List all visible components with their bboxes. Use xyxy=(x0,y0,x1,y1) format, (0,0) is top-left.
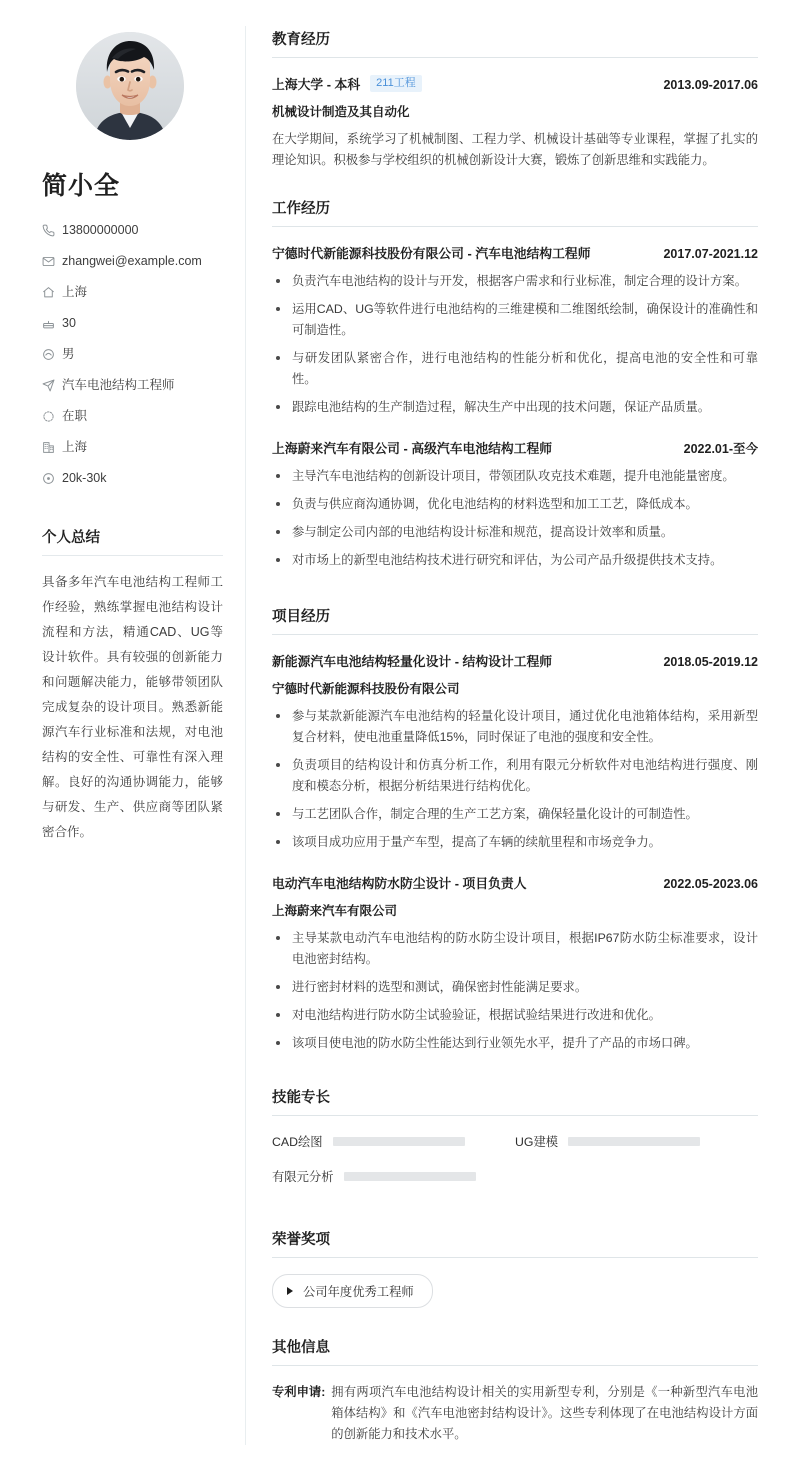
phone-icon xyxy=(42,222,62,238)
contact-list xyxy=(42,222,223,486)
work-entry xyxy=(272,243,758,418)
section-title-other-info: 其他信息 xyxy=(272,1336,758,1366)
list-item: 与工艺团队合作，制定合理的生产工艺方案，确保轻量化设计的可制造性。 xyxy=(272,804,758,825)
education-entry xyxy=(272,74,758,171)
other-info-label: 专利申请: xyxy=(272,1385,326,1399)
building-icon xyxy=(42,439,62,455)
personal-summary-text: 具备多年汽车电池结构工程师工作经验，熟练掌握电池结构设计流程和方法，精通CAD、UG等设计软件。具有较强的创新能力和问题解决能力，能够带领团队完成复杂的设计项目。熟悉新能源汽车行业标准和法规，对电池结构的安全性、可靠性有深入理解。良好的沟通协调能力，能够与研发、生产、供应商等团队紧密合作。 xyxy=(42,575,223,839)
honor-label: 公司年度优秀工程师 xyxy=(303,1285,414,1299)
refresh-icon xyxy=(42,408,62,424)
work-entry-head xyxy=(272,438,758,457)
list-item: 该项目使电池的防水防尘性能达到行业领先水平，提升了产品的市场口碑。 xyxy=(272,1033,758,1054)
list-item: 进行密封材料的选型和测试，确保密封性能满足要求。 xyxy=(272,977,758,998)
skills-grid xyxy=(272,1132,758,1202)
skill-label: 有限元分析 xyxy=(272,1170,334,1184)
project-bullets xyxy=(272,706,758,853)
status-badge: 211工程 xyxy=(370,75,422,92)
work-date: 2017.07-2021.12 xyxy=(663,247,758,261)
list-item: 与研发团队紧密合作，进行电池结构的性能分析和优化，提高电池的安全性和可靠性。 xyxy=(272,348,758,390)
contact-position xyxy=(42,377,223,393)
project-entry-head xyxy=(272,873,758,892)
avatar xyxy=(76,32,184,140)
list-item: 跟踪电池结构的生产制造过程，解决生产中出现的技术问题，保证产品质量。 xyxy=(272,397,758,418)
honor-list xyxy=(272,1274,758,1308)
sidebar xyxy=(36,26,246,1445)
project-bullets xyxy=(272,928,758,1054)
project-name-role: 电动汽车电池结构防水防尘设计 - 项目负责人 xyxy=(272,876,527,891)
project-entry xyxy=(272,873,758,1054)
portrait-photo-icon xyxy=(76,32,184,140)
work-company-title: 宁德时代新能源科技股份有限公司 - 汽车电池结构工程师 xyxy=(272,246,591,261)
list-item: 主导汽车电池结构的创新设计项目，带领团队攻克技术难题，提升电池能量密度。 xyxy=(272,466,758,487)
cake-icon xyxy=(42,315,62,331)
section-title-projects: 项目经历 xyxy=(272,605,758,635)
coin-icon xyxy=(42,470,62,486)
main-content xyxy=(246,26,758,1445)
section-title-education: 教育经历 xyxy=(272,28,758,58)
list-item: 运用CAD、UG等软件进行电池结构的三维建模和二维图纸绘制，确保设计的准确性和可制造性。 xyxy=(272,299,758,341)
contact-work-city-value: 上海 xyxy=(62,440,88,454)
list-item: 负责汽车电池结构的设计与开发，根据客户需求和行业标准，制定合理的设计方案。 xyxy=(272,271,758,292)
project-company: 宁德时代新能源科技股份有限公司 xyxy=(272,682,460,696)
list-item: 主导某款电动汽车电池结构的防水防尘设计项目，根据IP67防水防尘标准要求，设计电池密封结构。 xyxy=(272,928,758,970)
skill-item xyxy=(272,1167,515,1185)
skill-label: UG建模 xyxy=(515,1135,559,1149)
project-date: 2022.05-2023.06 xyxy=(663,877,758,891)
list-item: 参与制定公司内部的电池结构设计标准和规范，提高设计效率和质量。 xyxy=(272,522,758,543)
contact-location-value: 上海 xyxy=(62,285,88,299)
contact-age-value: 30 xyxy=(62,316,76,330)
work-bullets xyxy=(272,466,758,571)
contact-email-value: zhangwei@example.com xyxy=(62,254,202,268)
contact-gender xyxy=(42,346,223,362)
contact-job-status-value: 在职 xyxy=(62,409,88,423)
skill-progress-track xyxy=(333,1137,465,1146)
section-education xyxy=(272,28,758,171)
work-bullets xyxy=(272,271,758,418)
contact-location xyxy=(42,284,223,300)
work-entry xyxy=(272,438,758,571)
contact-salary-value: 20k-30k xyxy=(62,471,107,485)
contact-email xyxy=(42,253,223,269)
honor-item[interactable] xyxy=(272,1274,433,1308)
contact-gender-value: 男 xyxy=(62,347,75,361)
contact-job-status xyxy=(42,408,223,424)
avatar-wrapper xyxy=(36,32,223,140)
contact-salary xyxy=(42,470,223,486)
project-date: 2018.05-2019.12 xyxy=(663,655,758,669)
contact-phone-value: 13800000000 xyxy=(62,223,139,237)
page-title: 简小全 xyxy=(42,172,121,200)
section-title-skills: 技能专长 xyxy=(272,1086,758,1116)
contact-age xyxy=(42,315,223,331)
personal-summary-title: 个人总结 xyxy=(42,526,223,556)
section-work xyxy=(272,197,758,571)
personal-summary-section xyxy=(42,526,223,845)
other-info-row xyxy=(272,1382,758,1445)
work-entry-head xyxy=(272,243,758,262)
gender-icon xyxy=(42,346,62,362)
work-date: 2022.01-至今 xyxy=(683,442,758,456)
skill-progress-track xyxy=(344,1172,476,1181)
envelope-icon xyxy=(42,253,62,269)
project-name-role: 新能源汽车电池结构轻量化设计 - 结构设计工程师 xyxy=(272,654,553,669)
section-skills xyxy=(272,1086,758,1202)
list-item: 参与某款新能源汽车电池结构的轻量化设计项目，通过优化电池箱体结构，采用新型复合材料，使电池重量降低15%，同时保证了电池的强度和安全性。 xyxy=(272,706,758,748)
list-item: 负责与供应商沟通协调，优化电池结构的材料选型和加工工艺，降低成本。 xyxy=(272,494,758,515)
home-icon xyxy=(42,284,62,300)
section-honors xyxy=(272,1228,758,1308)
work-company-title: 上海蔚来汽车有限公司 - 高级汽车电池结构工程师 xyxy=(272,441,553,456)
education-school-line xyxy=(272,74,422,93)
education-description: 在大学期间，系统学习了机械制图、工程力学、机械设计基础等专业课程，掌握了扎实的理论知识。积极参与学校组织的机械创新设计大赛，锻炼了创新思维和实践能力。 xyxy=(272,132,758,167)
play-triangle-icon xyxy=(287,1287,293,1295)
section-title-honors: 荣誉奖项 xyxy=(272,1228,758,1258)
list-item: 该项目成功应用于量产车型，提高了车辆的续航里程和市场竞争力。 xyxy=(272,832,758,853)
contact-phone xyxy=(42,222,223,238)
section-title-work: 工作经历 xyxy=(272,197,758,227)
project-company: 上海蔚来汽车有限公司 xyxy=(272,904,398,918)
list-item: 对市场上的新型电池结构技术进行研究和评估，为公司产品升级提供技术支持。 xyxy=(272,550,758,571)
paper-plane-icon xyxy=(42,377,62,393)
other-info-value: 拥有两项汽车电池结构设计相关的实用新型专利，分别是《一种新型汽车电池箱体结构》和《汽车电池密封结构设计》。这些专利体现了在电池结构设计方面的创新能力和技术水平。 xyxy=(331,1385,758,1441)
project-entry xyxy=(272,651,758,853)
project-entry-head xyxy=(272,651,758,670)
section-projects xyxy=(272,605,758,1054)
list-item: 负责项目的结构设计和仿真分析工作，利用有限元分析软件对电池结构进行强度、刚度和模态分析，根据分析结果进行结构优化。 xyxy=(272,755,758,797)
contact-work-city xyxy=(42,439,223,455)
list-item: 对电池结构进行防水防尘试验验证，根据试验结果进行改进和优化。 xyxy=(272,1005,758,1026)
contact-position-value: 汽车电池结构工程师 xyxy=(62,378,175,392)
education-date: 2013.09-2017.06 xyxy=(663,78,758,92)
education-major: 机械设计制造及其自动化 xyxy=(272,105,410,119)
education-school: 上海大学 - 本科 xyxy=(272,77,361,92)
skill-item xyxy=(272,1132,515,1150)
education-entry-head xyxy=(272,74,758,93)
skill-progress-track xyxy=(568,1137,700,1146)
skill-label: CAD绘图 xyxy=(272,1135,323,1149)
skill-item xyxy=(515,1132,758,1150)
section-other-info xyxy=(272,1336,758,1445)
